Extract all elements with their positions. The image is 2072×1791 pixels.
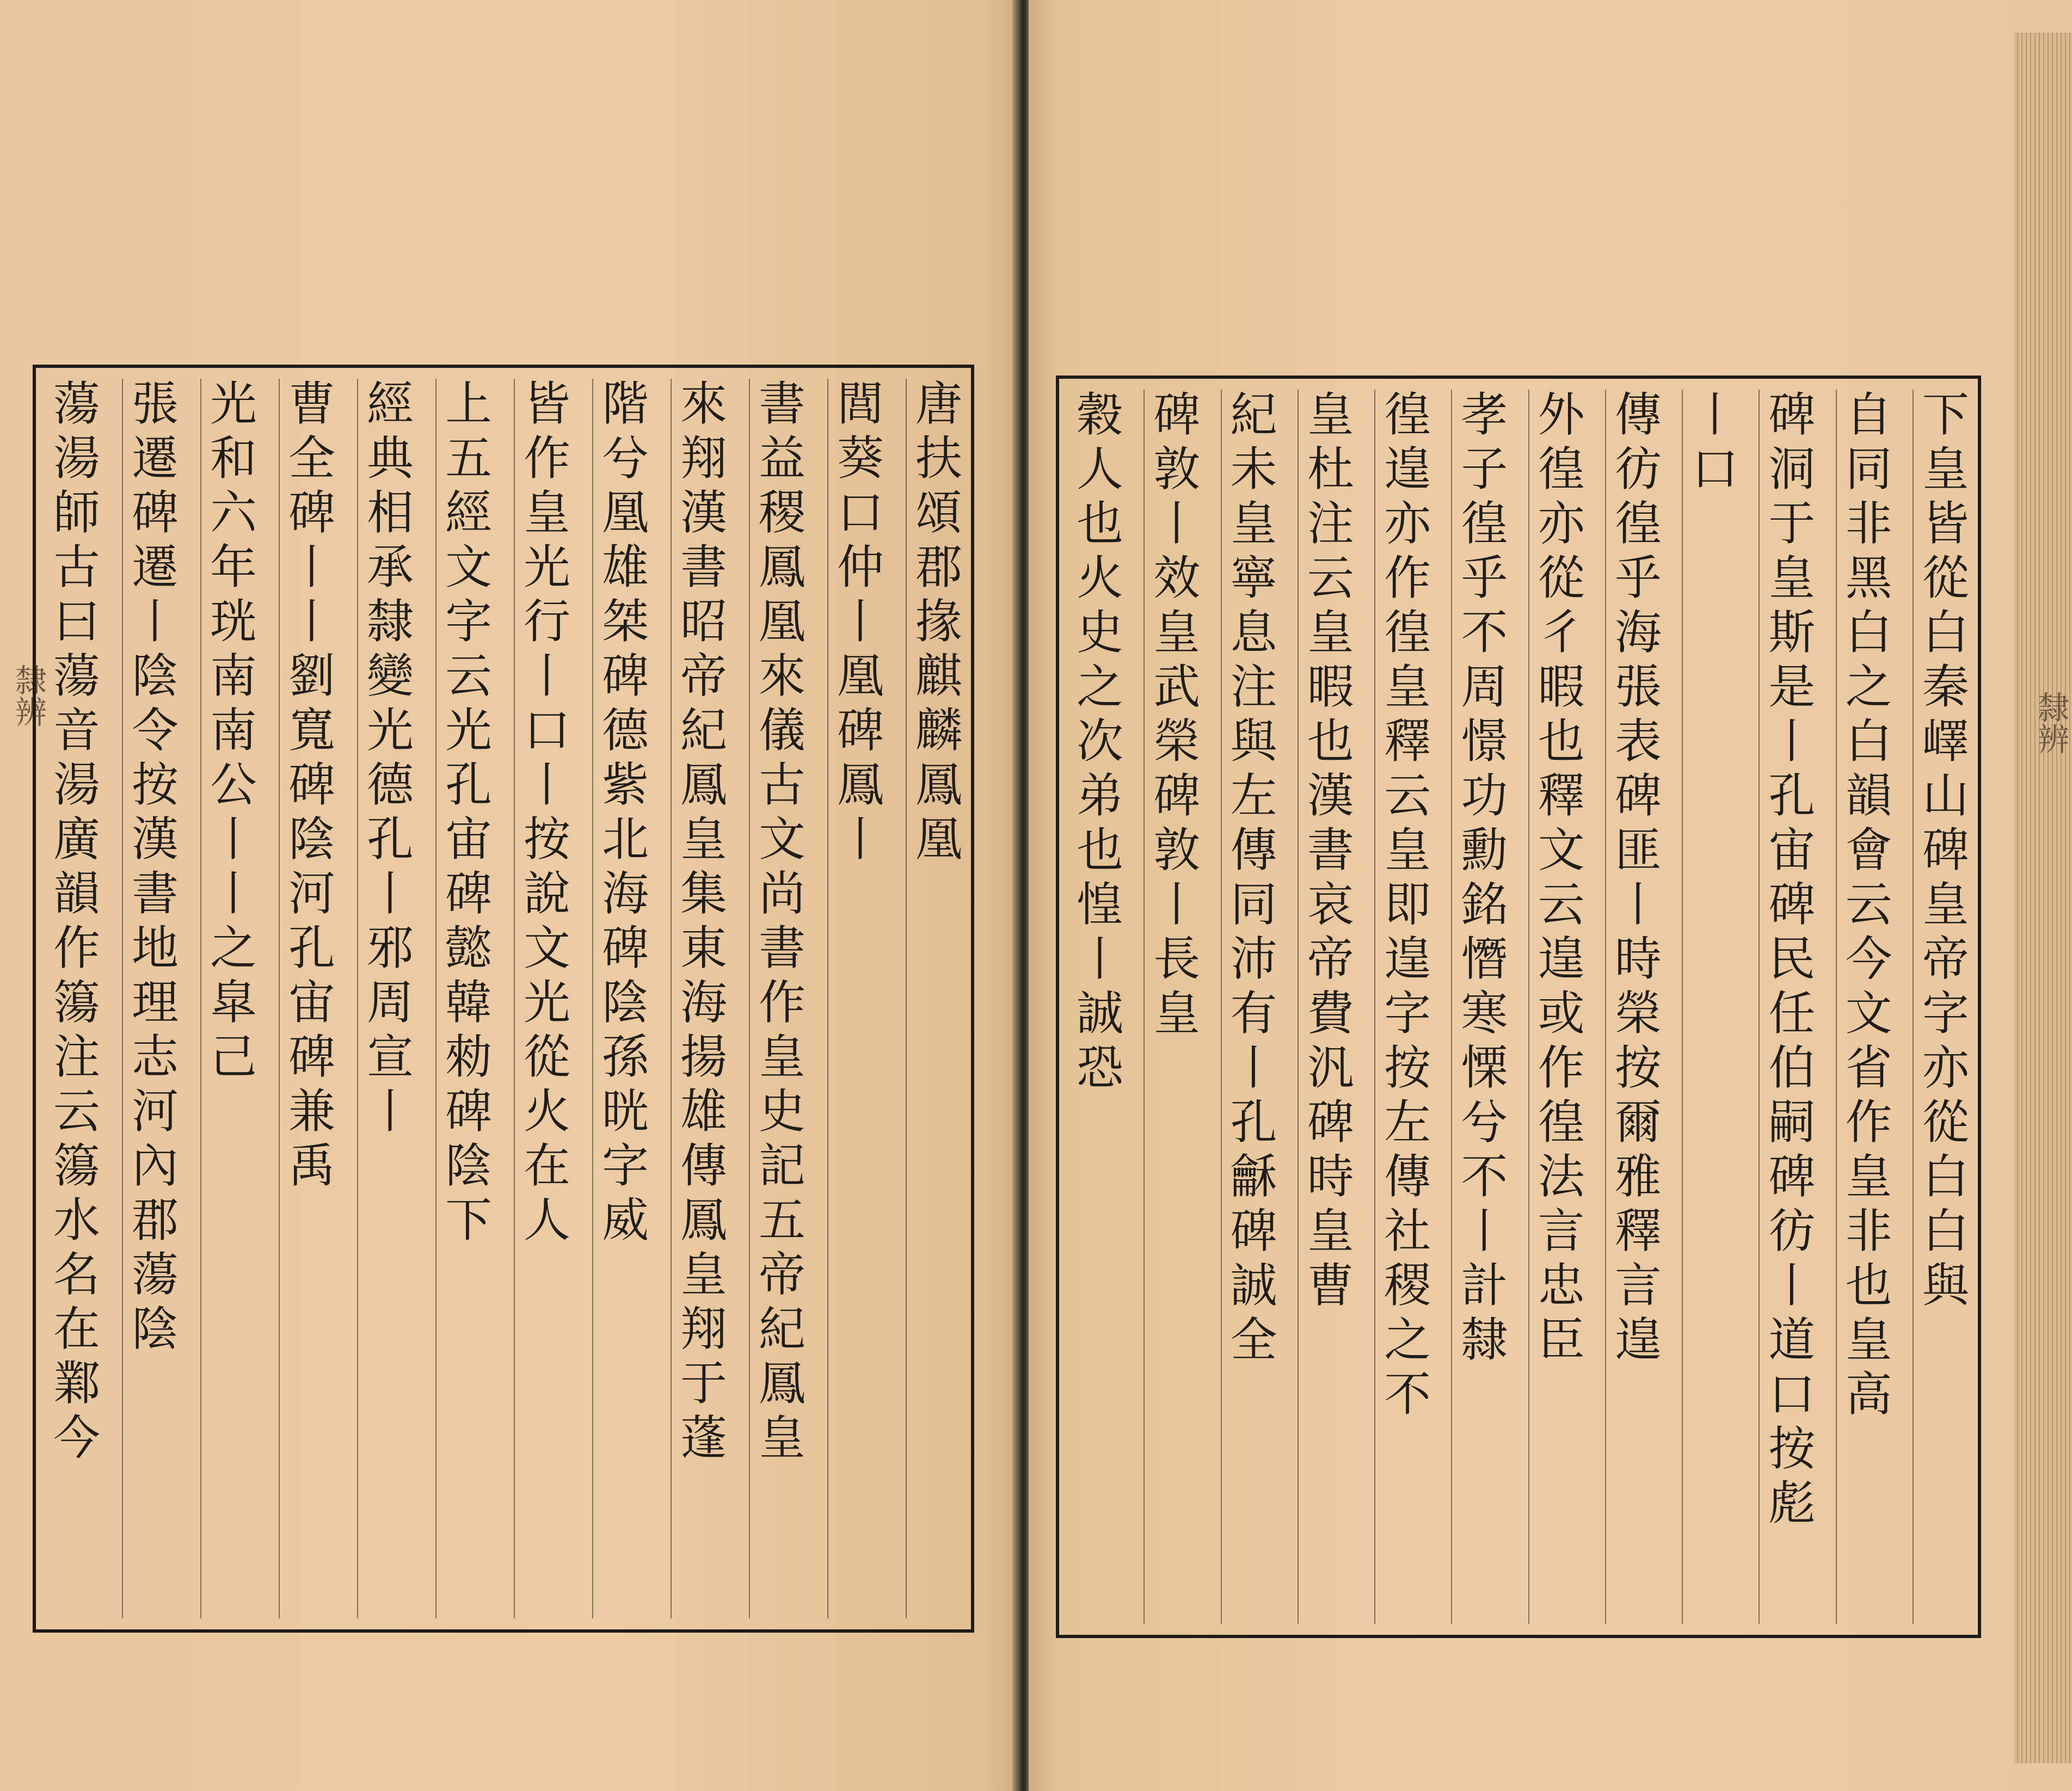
text-column: 外徨亦從彳暇也釋文云遑或作徨法言忠臣 xyxy=(1528,390,1586,1624)
text-column: 階兮凰雄桀碑德紫北海碑陰孫晄字威 xyxy=(592,379,650,1618)
left-page xyxy=(0,0,1018,1791)
text-column: 經典相承隸變光德孔丨邪周宣丨 xyxy=(357,379,415,1618)
text-column: 來翔漢書昭帝紀鳳皇集東海揚雄傳鳳皇翔于蓬 xyxy=(671,379,728,1618)
text-column: 自同非黑白之白韻會云今文省作皇非也皇高 xyxy=(1836,390,1893,1624)
text-column: 碑敦丨效皇武榮碑敦丨長皇 xyxy=(1143,390,1201,1624)
text-column: 穀人也火史之次弟也惶丨誠恐 xyxy=(1068,390,1123,1097)
text-column: 張遷碑遷丨陰令按漢書地理志河內郡蕩陰 xyxy=(122,379,180,1618)
text-column: 孝子徨乎不周憬功勳銘憯寒慄兮不丨計隸 xyxy=(1451,390,1509,1624)
left-text-frame xyxy=(33,365,974,1633)
text-column: 書益稷鳳凰來儀古文尚書作皇史記五帝紀鳳皇 xyxy=(749,379,807,1618)
text-column: 光和六年珖南南公丨丨之皐己 xyxy=(200,379,258,1618)
right-page xyxy=(1029,0,2072,1791)
right-text-frame xyxy=(1056,376,1981,1638)
text-column: 蕩湯師古曰蕩音湯廣韻作簜注云簜水名在鄴今 xyxy=(45,379,100,1467)
page-edge-stack xyxy=(2014,33,2072,1763)
right-columns xyxy=(1067,390,1970,1624)
text-column: 唐扶頌郡掾麒麟鳳凰 xyxy=(906,379,963,1618)
text-column: 徨遑亦作徨皇釋云皇即遑字按左傳社稷之不 xyxy=(1374,390,1432,1624)
text-column: 曹全碑丨丨劉寬碑陰河孔宙碑兼禹 xyxy=(279,379,336,1618)
left-columns xyxy=(44,379,963,1618)
text-column: 皆作皇光行丨口丨按說文光從火在人 xyxy=(514,379,571,1618)
text-column: 上五經文字云光孔宙碑懿韓勑碑陰下 xyxy=(435,379,493,1618)
right-margin-title: 隸辨 xyxy=(2032,691,2069,754)
text-column: 下皇皆從白秦嶧山碑皇帝字亦從白白與 xyxy=(1913,390,1970,1624)
text-column: 皇杜注云皇暇也漢書哀帝費汎碑時皇曹 xyxy=(1298,390,1355,1624)
left-margin-title: 隸辨 xyxy=(10,664,47,727)
text-column: 碑洞于皇斯是丨孔宙碑民任伯嗣碑彷丨道口按彪 xyxy=(1759,390,1816,1624)
text-column: 傳彷徨乎海張表碑匪丨時榮按爾雅釋言遑 xyxy=(1605,390,1663,1624)
text-column: 閭葵口仲丨凰碑鳳丨 xyxy=(827,379,885,1618)
text-column: 紀未皇寧息注與左傳同沛有丨孔龢碑誠全 xyxy=(1221,390,1278,1624)
text-column: 丨口 xyxy=(1682,390,1739,1624)
